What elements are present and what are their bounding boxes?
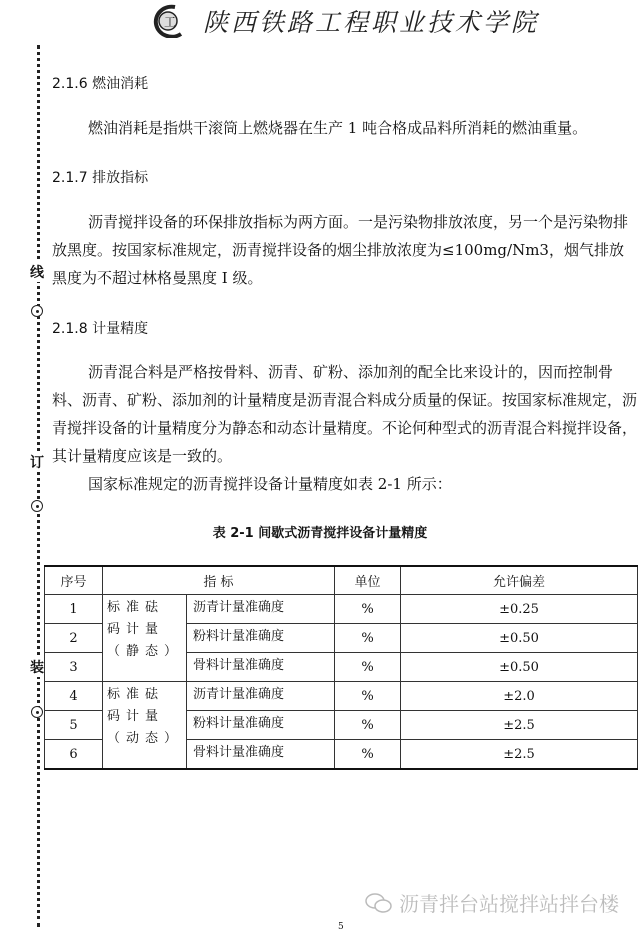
binding-label: 装 <box>30 657 44 677</box>
section-heading: 2.1.6 燃油消耗 <box>52 76 149 92</box>
binding-label: 订 <box>30 452 44 472</box>
page-number: 5 <box>338 922 344 931</box>
item-cell: 骨料计量准确度 <box>187 653 335 682</box>
group-label: 标准砝码计量（静态） <box>103 595 187 682</box>
tolerance-cell: ±0.25 <box>401 595 638 624</box>
section-heading: 2.1.7 排放指标 <box>52 170 149 186</box>
item-cell: 粉料计量准确度 <box>187 711 335 740</box>
binding-hole-icon <box>31 706 43 718</box>
unit-cell: % <box>335 653 401 682</box>
header-cell: 单位 <box>335 566 401 595</box>
table-caption: 表 2-1 间歇式沥青搅拌设备计量精度 <box>212 526 428 541</box>
unit-cell: % <box>335 711 401 740</box>
college-emblem-icon <box>145 4 193 38</box>
tolerance-cell: ±0.50 <box>401 653 638 682</box>
row-number: 1 <box>45 595 103 624</box>
paragraph: 沥青混合料是严格按骨料、沥青、矿粉、添加剂的配全比来设计的，因而控制骨料、沥青、矿粉、添加剂的计量精度是沥青混合料成分质量的保证。按国家标准规定，沥青搅拌设备的计量精度分为静态和动态计量精度。不论何种型式的沥青混合料搅拌设备，其计量精度应该是一致的。 <box>52 363 638 465</box>
unit-cell: % <box>335 740 401 770</box>
item-cell: 沥青计量准确度 <box>187 682 335 711</box>
unit-cell: % <box>335 624 401 653</box>
unit-cell: % <box>335 682 401 711</box>
tolerance-cell: ±2.5 <box>401 740 638 770</box>
tolerance-cell: ±2.5 <box>401 711 638 740</box>
item-cell: 沥青计量准确度 <box>187 595 335 624</box>
binding-hole-icon <box>31 500 43 512</box>
tolerance-cell: ±2.0 <box>401 682 638 711</box>
tolerance-cell: ±0.50 <box>401 624 638 653</box>
table-row <box>45 682 638 711</box>
precision-table <box>44 565 638 770</box>
row-number: 5 <box>45 711 103 740</box>
svg-text:工: 工 <box>164 15 177 29</box>
row-number: 6 <box>45 740 103 770</box>
row-number: 2 <box>45 624 103 653</box>
item-cell: 粉料计量准确度 <box>187 624 335 653</box>
table-row <box>45 595 638 624</box>
institution-name: 陕西铁路工程职业技术学院 <box>203 8 540 37</box>
row-number: 4 <box>45 682 103 711</box>
row-number: 3 <box>45 653 103 682</box>
header-cell: 指 标 <box>103 566 335 595</box>
binding-line <box>37 45 40 927</box>
header-logo <box>145 4 539 38</box>
binding-hole-icon <box>31 305 43 317</box>
unit-cell: % <box>335 595 401 624</box>
header-cell: 序号 <box>45 566 103 595</box>
section-heading: 2.1.8 计量精度 <box>52 321 149 337</box>
watermark <box>365 888 619 917</box>
binding-label: 线 <box>30 262 44 282</box>
paragraph: 沥青搅拌设备的环保排放指标为两方面。一是污染物排放浓度，另一个是污染物排放黑度。按国家标准规定，沥青搅拌设备的烟尘排放浓度为≤100mg/Nm3，烟气排放黑度为不超过林格曼黑度 I 级。 <box>52 213 629 287</box>
item-cell: 骨料计量准确度 <box>187 740 335 770</box>
paragraph: 燃油消耗是指烘干滚筒上燃烧器在生产 1 吨合格成品料所消耗的燃油重量。 <box>88 119 588 137</box>
paragraph: 国家标准规定的沥青搅拌设备计量精度如表 2-1 所示： <box>88 475 452 493</box>
wechat-icon <box>365 892 393 914</box>
watermark-text: 沥青拌台站搅拌站拌台楼 <box>399 892 619 916</box>
table-header-row <box>45 566 638 595</box>
group-label: 标准砝码计量（动态） <box>103 682 187 770</box>
header-cell: 允许偏差 <box>401 566 638 595</box>
